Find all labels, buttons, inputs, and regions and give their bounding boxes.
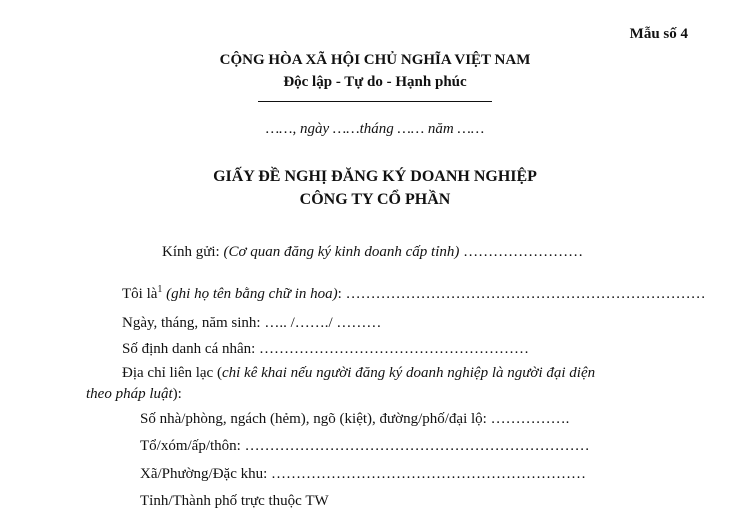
document-title: GIẤY ĐỀ NGHỊ ĐĂNG KÝ DOANH NGHIỆP xyxy=(213,168,537,185)
name-field xyxy=(122,286,706,303)
name-blank: : ……………………………………………………………… xyxy=(337,286,706,302)
contact-label: Địa chỉ liên lạc ( xyxy=(122,365,222,381)
hamlet-field: Tổ/xóm/ấp/thôn: …………………………………………………………… xyxy=(140,438,590,454)
contact-close: ): xyxy=(172,386,182,402)
recipient-hint: (Cơ quan đăng ký kinh doanh cấp tỉnh) xyxy=(223,244,460,260)
contact-address-label-cont xyxy=(86,386,182,403)
recipient-label: Kính gửi: xyxy=(162,244,224,260)
contact-hint-cont: theo pháp luật xyxy=(86,386,173,402)
ward-field: Xã/Phường/Đặc khu: ……………………………………………………… xyxy=(140,466,587,482)
house-street-field: Số nhà/phòng, ngách (hẻm), ngõ (kiệt), đường/phố/đại lộ: ……………. xyxy=(140,411,570,427)
country-name: CỘNG HÒA XÃ HỘI CHỦ NGHĨA VIỆT NAM xyxy=(219,52,531,68)
province-field: Tỉnh/Thành phố trực thuộc TW xyxy=(140,493,329,509)
header-underline xyxy=(258,101,492,102)
name-label: Tôi là xyxy=(122,286,158,302)
footnote-marker: 1 xyxy=(157,284,163,295)
id-number-field: Số định danh cá nhân: ……………………………………………… xyxy=(122,341,530,357)
document-subtitle: CÔNG TY CỔ PHẦN xyxy=(299,191,451,208)
motto: Độc lập - Tự do - Hạnh phúc xyxy=(283,74,467,90)
recipient-blank: …………………… xyxy=(459,244,584,260)
recipient-line xyxy=(162,244,583,261)
contact-address-label xyxy=(122,365,595,382)
dob-field: Ngày, tháng, năm sinh: ….. /……./ ……… xyxy=(122,315,382,331)
form-number: Mẫu số 4 xyxy=(629,26,688,42)
name-hint: (ghi họ tên bằng chữ in hoa) xyxy=(166,286,338,302)
date-line: ……, ngày ……tháng …… năm …… xyxy=(265,121,485,137)
contact-hint: chỉ kê khai nếu người đăng ký doanh nghiệp là người đại diện xyxy=(221,365,596,381)
